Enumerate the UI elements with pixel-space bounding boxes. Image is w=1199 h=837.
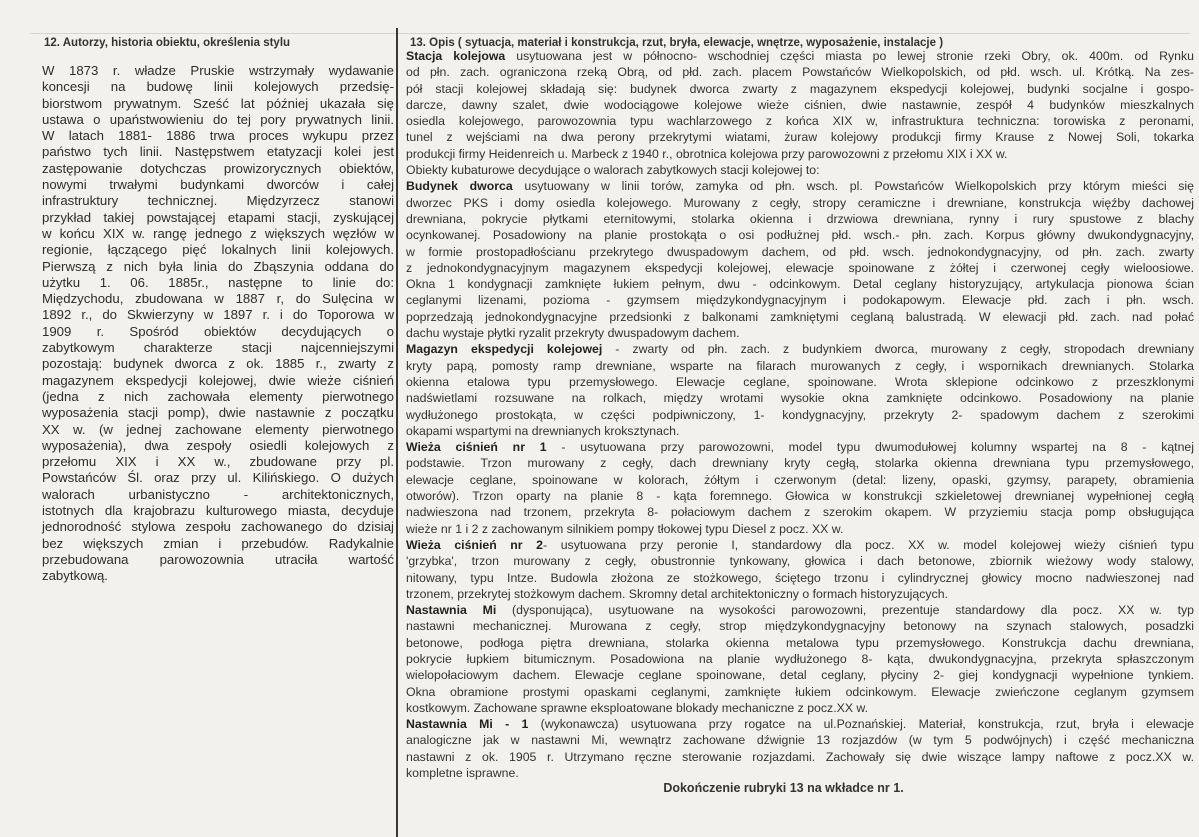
text-line — [406, 292, 1194, 308]
line-text: okapami wspartymi na drewnianych kroksztynach. — [406, 423, 680, 438]
line-text: od płn. zach. ograniczona rzeką Obrą, od płd. zach. placem Powstańców Wielkopolskich, od płd. wsch. ul. Krótką. Na zes- — [406, 65, 1194, 80]
section-12-heading: 12. Autorzy, historia obiektu, określenia stylu — [44, 37, 291, 49]
text-line: państwo tych linii. Następstwem etatyzacji kolei jest — [42, 144, 394, 160]
line-text: pokrycie łupkiem bitumicznym. Posadowiona na planie wydłużonego 8- kąta, dwukondygnacyjna, przekryta spłaszczonym — [406, 651, 1194, 666]
line-text: w formie prostopadłościanu przekrytego dwuspadowym dachem, od płd. wsch. jednokondygnacyjny, od płn. zach. zwarty — [406, 244, 1194, 259]
line-text: kompletne isprawne. — [406, 766, 519, 781]
line-text: - usytuowana przy parowozowni, model typu dwumodułowej kolumny wspartej na 8 - kątnej — [546, 440, 1195, 455]
text-line — [406, 570, 1194, 586]
line-text: 'grzybka', trzon murowany z cegły, obustronnie tynkowany, głowica i dach betonowe, zbiornik wieżowy wody stalowy, — [406, 554, 1194, 569]
paragraph-lead: Magazyn ekspedycji kolejowej — [406, 342, 603, 357]
text-line: walorach urbanistyczno - architektonicznych, — [42, 486, 394, 502]
section-12-text — [42, 63, 394, 585]
line-text: nadwieszona nad trzonem, przekryta 8- połaciowym dachem z szerokim okapem. W przyziemiu stacja pomp obsługująca — [406, 505, 1194, 520]
paragraph — [406, 162, 1194, 178]
text-line — [406, 195, 1194, 211]
paragraph-lead: Wieża ciśnień nr 1 — [406, 440, 547, 455]
text-line: zastępowanie dotychczas prowizorycznych obiektów, — [42, 160, 394, 176]
top-rule — [30, 33, 1190, 34]
line-text: pół stacji kolejowej składają się: budynek dworca zwarty z magazynem ekspedycji kolejowej, budynki socjalne i gospo- — [406, 81, 1194, 96]
line-text: trzonem, przekrytej stożkowym dachem. Skromny detal architektoniczny o formach historyzujących. — [406, 586, 948, 601]
text-line: użytku 1. 06. 1885r., następne to linie do: — [42, 274, 394, 290]
text-line: koncesji na budowę linii kolejowych przedsię- — [42, 79, 394, 95]
paragraph-lead: Budynek dworca — [406, 179, 513, 194]
section-13-heading: 13. Opis ( sytuacja, materiał i konstrukcja, rzut, bryła, elewacje, wnętrze, wyposażenie, instalacje ) — [410, 37, 944, 49]
text-line: ustawa o upaństwowieniu do tej pory prywatnych linii. — [42, 111, 394, 127]
text-line: 1892 r., do Skwierzyny w 1897 r. i do Toporowa w — [42, 307, 394, 323]
paragraph — [406, 178, 1194, 341]
text-line: nowymi trwałymi budynkami dworców i całej — [42, 177, 394, 193]
line-text: wieże nr 1 i 2 z zachowanym silnikiem pompy tłokowej typu Diesel z pocz. XX w. — [406, 521, 844, 536]
text-line — [406, 146, 1194, 162]
text-line: przebudowana parowozownia utraciła wartość — [42, 551, 394, 567]
line-text: Obiekty kubaturowe decydujące o walorach zabytkowych stacji kolejowej to: — [406, 163, 820, 178]
text-line — [406, 765, 1194, 781]
text-line — [406, 97, 1194, 113]
line-text: Okna 1 kondygnacji zamknięte łukiem pełnym, dwu - odcinkowym. Detal ceglany historyzujący, artykulacja pionowa ścian — [406, 277, 1194, 292]
text-line — [406, 472, 1194, 488]
text-line — [406, 341, 1194, 357]
text-line — [406, 162, 1194, 178]
line-text: poprzedzają jednokondygnacyjne przedsionki z balkonami zamkniętymi ceglaną balustradą. W elewacji płd. zach. nad połać — [406, 309, 1194, 324]
column-divider — [396, 28, 398, 837]
text-line — [406, 732, 1194, 748]
text-line: pozostają: budynek dworca z ok. 1885 r., zwarty z — [42, 356, 394, 372]
text-line: przykład takiej powstającej etapami stacji, zyskującej — [42, 209, 394, 225]
text-line — [406, 602, 1194, 618]
line-text: tunel z wejściami na dwa perony przekrytymi wiatami, żuraw kolejowy produkcji firmy Krause z Nowej Soli, tokarka — [406, 130, 1194, 145]
paragraph — [406, 716, 1194, 781]
text-line — [406, 325, 1194, 341]
text-line — [406, 684, 1194, 700]
line-text: nitowany, typu Intze. Budowla złożona ze stożkowego, ściętego trzonu i cylindrycznej głowicy mocno nadwieszonej nad — [406, 570, 1194, 585]
paragraph-lead: Stacja kolejowa — [406, 49, 506, 63]
paragraph — [406, 537, 1194, 602]
line-text: elewacje ceglane, spoinowane w kolorach, żółtym i czerwonym (detal: lizeny, opaski, gzymsy, parapety, obramienia — [406, 472, 1194, 487]
text-line: zabytkową. — [42, 568, 108, 584]
text-line — [406, 113, 1194, 129]
line-text: (dysponująca), usytuowane na wysokości parowozowni, prezentuje standardowy dla pocz. XX w. typ — [496, 603, 1194, 618]
line-text: - zwarty od płn. zach. z budynkiem dworca, murowany z cegły, stropodach drewniany — [602, 342, 1194, 357]
line-text: drewniana, pokrycie płytkami eternitowymi, stolarka okienna i drzwiowa drewniana, rynny i rury spustowe z blachy — [406, 211, 1194, 226]
continuation-note: Dokończenie rubryki 13 na wkładce nr 1. — [663, 781, 904, 795]
line-text: betonowe, podłoga piętra drewniana, stolarka okienna metalowa typu przemysłowego. Konstrukcja dachu drewniana, — [406, 635, 1194, 650]
text-line: 1909 r. Spośród obiektów decydujących o — [42, 323, 394, 339]
line-text: (wykonawcza) usytuowana przy rogatce na ul.Poznańskiej. Materiał, konstrukcja, rzut, bryła i elewacje — [528, 717, 1194, 732]
line-text: ocynkowanej. Posadowiony na planie prostokąta o osi podłużnej płd. wsch.- płn. zach. Korpus główny dwukondygnacyjny, — [406, 228, 1194, 243]
text-line — [406, 309, 1194, 325]
line-text: podstawie. Trzon murowany z cegły, dach drewniany kryty cegłą, stolarka okienna drewniana typu przemysłowego, — [406, 456, 1194, 471]
line-text: osiedla kolejowego, parowozownia typu wachlarzowego z końca XIX w, infrastruktura techniczna: torowiska z peronami, — [406, 114, 1194, 129]
paragraph — [406, 439, 1194, 537]
text-line — [406, 618, 1194, 634]
text-line: wyposażenia stacji pomp), dwie nastawnie z początku — [42, 405, 394, 421]
text-line: biorstwom prywatnym. Sześć lat później ukazała się — [42, 95, 394, 111]
text-line — [406, 749, 1194, 765]
text-line — [406, 390, 1194, 406]
text-line — [406, 178, 1194, 194]
text-line: bez większych zmian i przebudów. Radykalnie — [42, 535, 394, 551]
text-line — [406, 260, 1194, 276]
text-line: istotnych dla krajobrazu kulturowego miasta, decyduje — [42, 503, 394, 519]
text-line — [406, 227, 1194, 243]
text-line — [406, 700, 1194, 716]
text-line: magazynem ekspedycji kolejowej, dwie wieże ciśnień — [42, 372, 394, 388]
text-line — [406, 586, 1194, 602]
paragraph-lead: Nastawnia Mi - 1 — [406, 717, 529, 732]
text-line — [406, 553, 1194, 569]
line-text: wielopołaciowym dachem. Elewacje ceglane spoinowane, detal ceglany, płyciny 2- giej kondygnacji wypełnione tynkiem. — [406, 668, 1194, 683]
text-line: regionie, łączącego pięć lokalnych linii kolejowych. — [42, 242, 394, 258]
paragraph — [406, 48, 1194, 162]
text-line — [406, 635, 1194, 651]
line-text: kryty papą, pomosty ramp drewniane, wsparte na filarach murowanych z cegły, i wspornikach drewnianych. Stolarka — [406, 358, 1194, 373]
text-line — [406, 439, 1194, 455]
text-line: Pierwszą z nich była linia do Zbąszynia oddana do — [42, 258, 394, 274]
text-line: W latach 1881- 1886 trwa proces wykupu przez — [42, 128, 394, 144]
text-line — [406, 455, 1194, 471]
text-line: infrastruktury technicznej. Międzyrzecz stanowi — [42, 193, 394, 209]
paragraph-lead: Wieża ciśnień nr 2 — [406, 537, 544, 552]
line-text: otworów). Trzon oparty na planie 8 - kąta foremnego. Głowica w konstrukcji szkieletowej drewnianej wypełnionej cegłą — [406, 489, 1194, 504]
text-line — [406, 211, 1194, 227]
text-line — [406, 667, 1194, 683]
text-line — [406, 423, 1194, 439]
text-line — [406, 374, 1194, 390]
line-text: nastawni z ok. 1905 r. Utrzymano ręczne sterowanie rozjazdami. Zachowały się dwie wiszące lampy naftowe z pocz.XX w. — [406, 749, 1194, 764]
text-line — [406, 276, 1194, 292]
section-13-text — [406, 48, 1194, 781]
line-text: dachu wystaje płytki ryzalit przekryty dwuspadowym dachem. — [406, 326, 740, 341]
text-line: wyposażenia), dwa zespoły osiedli kolejowych z — [42, 437, 394, 453]
paragraph — [406, 602, 1194, 716]
text-line: zabytkowym charakterze stacji najcenniejszymi — [42, 340, 394, 356]
text-line — [406, 358, 1194, 374]
text-line — [406, 64, 1194, 80]
text-line — [406, 521, 1194, 537]
text-line — [406, 81, 1194, 97]
text-line: Powstańców Śl. oraz przy ul. Kilińskiego. O dużych — [42, 470, 394, 486]
line-text: usytuowana jest w północno- wschodniej części miasta po lewej stronie rzeki Obry, ok. 400m. od Rynku — [505, 49, 1194, 63]
text-line: Międzychodu, zbudowana w 1887 r, do Sulęcina w — [42, 291, 394, 307]
text-line — [406, 716, 1194, 732]
line-text: kostkowym. Zachowane sprawne eksploatowane blokady mechaniczne z pocz.XX w. — [406, 700, 869, 715]
paragraph — [406, 341, 1194, 439]
line-text: - usytuowana przy peronie I, standardowy dla pocz. XX w. model kolejowej wieży ciśnień typu — [543, 537, 1195, 552]
text-line: w końcu XIX w. rangę jednego z większych węzłów w — [42, 225, 394, 241]
line-text: produkcji firmy Heidenreich u. Marbeck z 1940 r., obrotnica kolejowa przy parowozowni z przełomu XIX i XX w. — [406, 146, 1008, 161]
line-text: dworzec PKS i domy osiedla kolejowego. Murowany z cegły, stropy ceramiczne i drewniane, konstrukcja więźby dachowej — [406, 195, 1194, 210]
line-text: okienna etalowa typu przemysłowego. Elewacje ceglane, spoinowane. Wrota sklepione odcinkowo z przeszklonymi — [406, 374, 1194, 389]
line-text: ceglanymi lizenami, pozioma - gzymsem międzykondygnacyjnym i podokapowym. Elewacje płd. zach i płn. wsch. — [406, 293, 1194, 308]
text-line — [406, 488, 1194, 504]
line-text: usytuowany w linii torów, zamyka od płn. wsch. pl. Powstańców Wielkopolskich przy którym mieści się — [512, 179, 1195, 194]
text-line: W 1873 r. władze Pruskie wstrzymały wydawanie — [42, 63, 394, 78]
text-line: jednorodność stylowa zespołu zachowanego do dzisiaj — [42, 519, 394, 535]
text-line: XX w. (w jednej zachowane elementy pierwotnego — [42, 421, 394, 437]
paragraph-lead: Nastawnia Mi — [406, 603, 497, 618]
line-text: nastawni mechanicznej. Murowana z cegły, strop międzykondygnacyjny betonowy na szynach stalowych, posadzki — [406, 619, 1194, 634]
text-line — [406, 537, 1194, 553]
line-text: Okna obramione prostymi opaskami ceglanymi, zamknięte łukiem odcinkowym. Elewacje zwieńczone ceglanym gzymsem — [406, 684, 1194, 699]
text-line — [406, 48, 1194, 64]
text-line — [406, 407, 1194, 423]
line-text: analogiczne jak w nastawni Mi, wewnątrz zachowane dźwignie 13 rozjazdów (w tym 5 podwójnych) i część mechaniczna — [406, 733, 1194, 748]
text-line — [406, 129, 1194, 145]
line-text: darcze, dawny szalet, dwie wodociągowe kolejowe wieże ciśnien, dwie nastawnie, zespół 4 budynków mieszkalnych — [406, 97, 1194, 112]
text-line — [406, 244, 1194, 260]
line-text: wydłużonego prostokąta, w części podpiwniczony, 1- kondygnacyjny, przekryty 2- spadowym dachem z szerokimi — [406, 407, 1194, 422]
text-line: (jedna z nich zachowała elementy pierwotnego — [42, 388, 394, 404]
text-line: przełomu XIX i XX w., zbudowane przy pl. — [42, 454, 394, 470]
line-text: z jednokondygnacyjnym magazynem ekspedycji kolejowej, elewacje spoinowane z żółtej i czerwonej cegły wieloosiowe. — [406, 260, 1194, 275]
text-line — [406, 504, 1194, 520]
line-text: nadświetlami rozsuwane na rolkach, między wrotami wysokie okna zamknięte odcinkowo. Posadowiony na planie — [406, 391, 1194, 406]
text-line — [406, 651, 1194, 667]
